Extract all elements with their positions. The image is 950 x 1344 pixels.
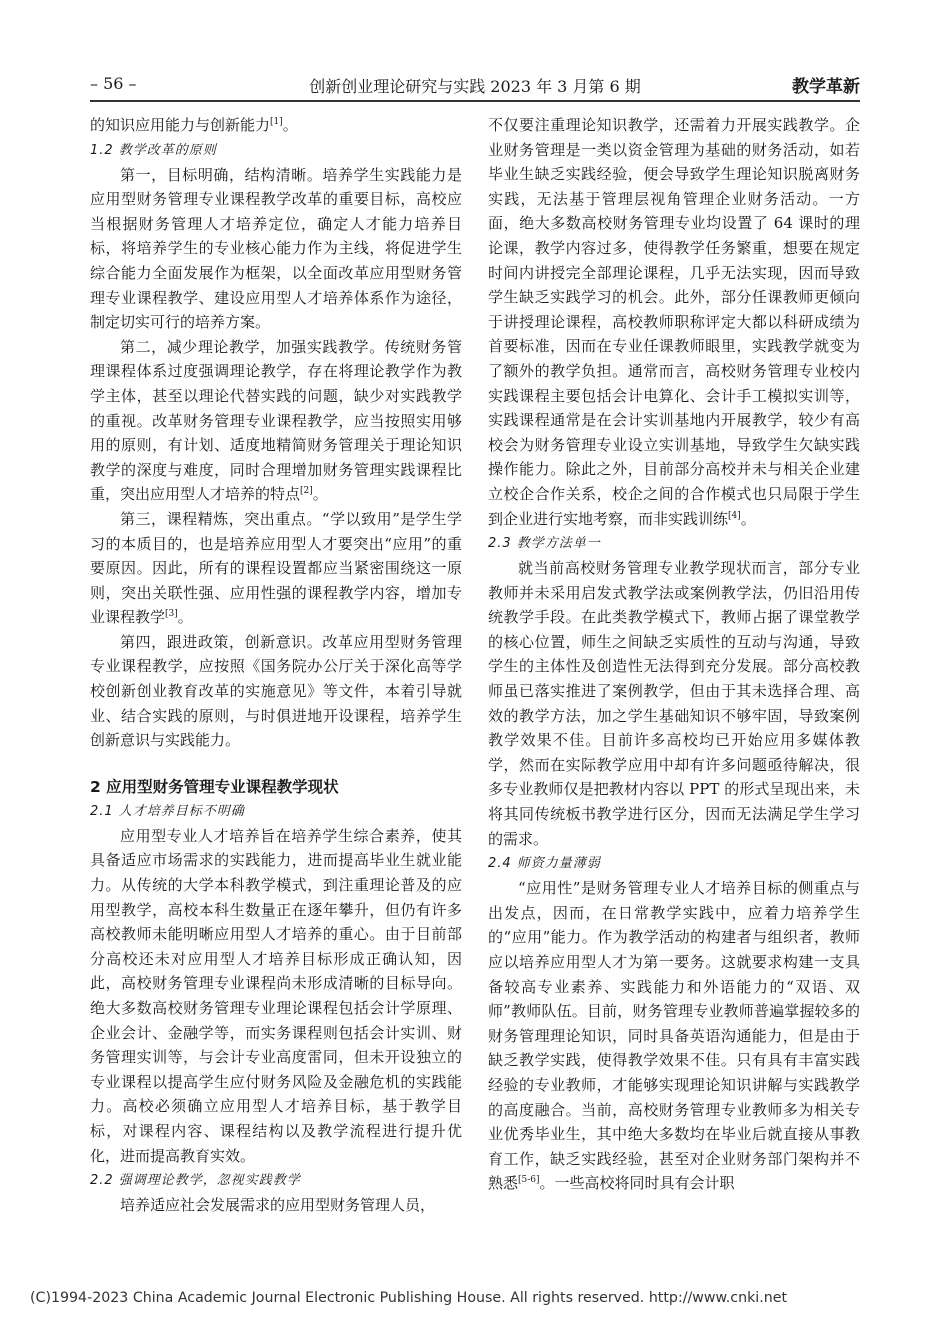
citation: [1] [270,117,283,127]
page-number: – 56 – [90,74,137,93]
header-divider [90,100,860,102]
paragraph [90,507,462,630]
section-heading: 2 应用型财务管理专业课程教学现状 [90,777,339,796]
subsection-heading: 2.3 教学方法单一 [488,536,601,552]
paragraph-text: “应用性”是财务管理专业人才培养目标的侧重点与出发点，因而，在日常教学实践中，应着力培养学生的“应用”能力。作为教学活动的构建者与组织者，教师应以培养应用型人才为第一要务。这就要求构建一支具备较高专业素养、实践能力和外语能力的“双语、双师”教师队伍。目前，财务管理专业教师普遍掌握较多的财务管理理论知识，同时具备英语沟通能力，但是由于缺乏教学实践，使得教学效果不佳。只有具有丰富实践经验的专业教师，才能够实现理论知识讲解与实践教学的高度融合。当前，高校财务管理专业教师多为相关专业优秀毕业生，其中绝大多数均在毕业后就直接从事教育工作，缺乏实践经验，甚至对企业财务部门架构并不熟悉 [488,879,860,1193]
citation: [4] [728,510,741,521]
paragraph-end: 。一些高校将同时具有会计职 [539,1174,735,1193]
journal-title: 创新创业理论研究与实践 2023 年 3 月第 6 期 [309,77,641,96]
paragraph-text: 第三，课程精炼，突出重点。“学以致用”是学生学习的本质目的，也是培养应用型人才要突出“应用”的重要原因。因此，所有的课程设置都应当紧密围绕这一原则，突出关联性强、应用性强的课程教学内容，增加专业课程教学 [90,509,462,627]
citation: [3] [165,609,178,620]
citation: [2] [300,486,313,497]
paragraph [90,335,462,507]
paragraph: 培养适应社会发展需求的应用型财务管理人员， [120,1196,436,1215]
paragraph-text: 第二，减少理论教学，加强实践教学。传统财务管理课程体系过度强调理论教学，存在将理论教学作为教学主体，甚至以理论代替实践的问题，缺少对实践教学的重视。改革财务管理专业课程教学，应当按照实用够用的原则，有计划、适度地精简财务管理关于理论知识教学的深度与难度，同时合理增加财务管理实践课程比重，突出应用型人才培养的特点 [90,337,462,504]
subsection-heading: 2.1 人才培养目标不明确 [90,803,245,819]
paragraph-end: 。 [740,509,756,528]
paragraph: 第一，目标明确，结构清晰。培养学生实践能力是应用型财务管理专业课程教学改革的重要目标，高校应当根据财务管理人才培养定位，确定人才能力培养目标，将培养学生的专业核心能力作为主线，将促进学生综合能力全面发展作为框架，以全面改革应用型财务管理专业课程教学、建设应用型人才培养体系作为途径，制定切实可行的培养方案。 [90,165,462,332]
citation: [5-6] [518,1175,540,1186]
subsection-heading: 2.2 强调理论教学，忽视实践教学 [90,1173,301,1189]
paragraph [488,876,860,1196]
paragraph-end: 。 [282,116,298,134]
subsection-heading: 1.2 教学改革的原则 [90,142,217,158]
subsection-heading: 2.4 师资力量薄弱 [488,856,601,872]
paragraph-text: 的知识应用能力与创新能力 [90,116,271,134]
left-column [90,113,462,1218]
copyright-footer: (C)1994-2023 China Academic Journal Electronic Publishing House. All rights reserved. http://www.cnki.net [30,1290,788,1306]
paragraph-end: 。 [177,608,193,627]
paragraph [488,113,860,531]
paragraph: 第四，跟进政策，创新意识。改革应用型财务管理专业课程教学，应按照《国务院办公厅关于深化高等学校创新创业教育改革的实施意见》等文件，本着引导就业、结合实践的原则，与时俱进地开设课程，培养学生创新意识与实践能力。 [90,632,462,750]
paragraph-end: 。 [312,485,328,504]
page-header [90,68,860,98]
section-title: 教学革新 [792,77,860,97]
paragraph [90,113,462,138]
right-column [488,113,860,1196]
paragraph-text: 不仅要注重理论知识教学，还需着力开展实践教学。企业财务管理是一类以资金管理为基础的财务活动，如若毕业生缺乏实践经验，便会导致学生理论知识脱离财务实践，无法基于管理层视角管理企业财务活动。一方面，绝大多数高校财务管理专业均设置了 64 课时的理论课，教学内容过多，使得教学任务繁重，想要在规定时间内讲授完全部理论课程，几乎无法实现，因而导致学生缺乏实践学习的机会。此外，部分任课教师更倾向于讲授理论课程，高校教师职称评定大都以科研成绩为首要标准，因而在专业任课教师眼里，实践教学就变为了额外的教学负担。通常而言，高校财务管理专业校内实践课程主要包括会计电算化、会计手工模拟实训等，实践课程通常是在会计实训基地内开展教学，较少有高校会为财务管理专业设立实训基地，导致学生欠缺实践操作能力。除此之外，目前部分高校并未与相关企业建立校企合作关系，校企之间的合作模式也只局限于学生到企业进行实地考察，而非实践训练 [488,116,860,528]
paragraph: 就当前高校财务管理专业教学现状而言，部分专业教师并未采用启发式教学法或案例教学法，仍旧沿用传统教学手段。在此类教学模式下，教师占据了课堂教学的核心位置，师生之间缺乏实质性的互动与沟通，导致学生的主体性及创造性无法得到充分发展。部分高校教师虽已落实推进了案例教学，但由于其未选择合理、高效的教学方法，加之学生基础知识不够牢固，导致案例教学效果不佳。目前许多高校均已开始应用多媒体教学，然而在实际教学应用中却有许多问题亟待解决，很多专业教师仅是把教材内容以 PPT 的形式呈现出来，未将其同传统板书教学进行区分，因而无法满足学生学习的需求。 [488,559,860,848]
paragraph: 应用型专业人才培养旨在培养学生综合素养，使其具备适应市场需求的实践能力，进而提高毕业生就业能力。从传统的大学本科教学模式，到注重理论普及的应用型教学，高校本科生数量正在逐年攀升，但仍有许多高校教师未能明晰应用型人才培养的重心。由于目前部分高校还未对应用型人才培养目标形成正确认知，因此，高校财务管理专业课程尚未形成清晰的目标导向。绝大多数高校财务管理专业理论课程包括会计学原理、企业会计、金融学等，而实务课程则包括会计实训、财务管理实训等，与会计专业高度雷同，但未开设独立的专业课程以提高学生应付财务风险及金融危机的实践能力。高校必须确立应用型人才培养目标，基于教学目标，对课程内容、课程结构以及教学流程进行提升优化，进而提高教育实效。 [90,826,462,1165]
